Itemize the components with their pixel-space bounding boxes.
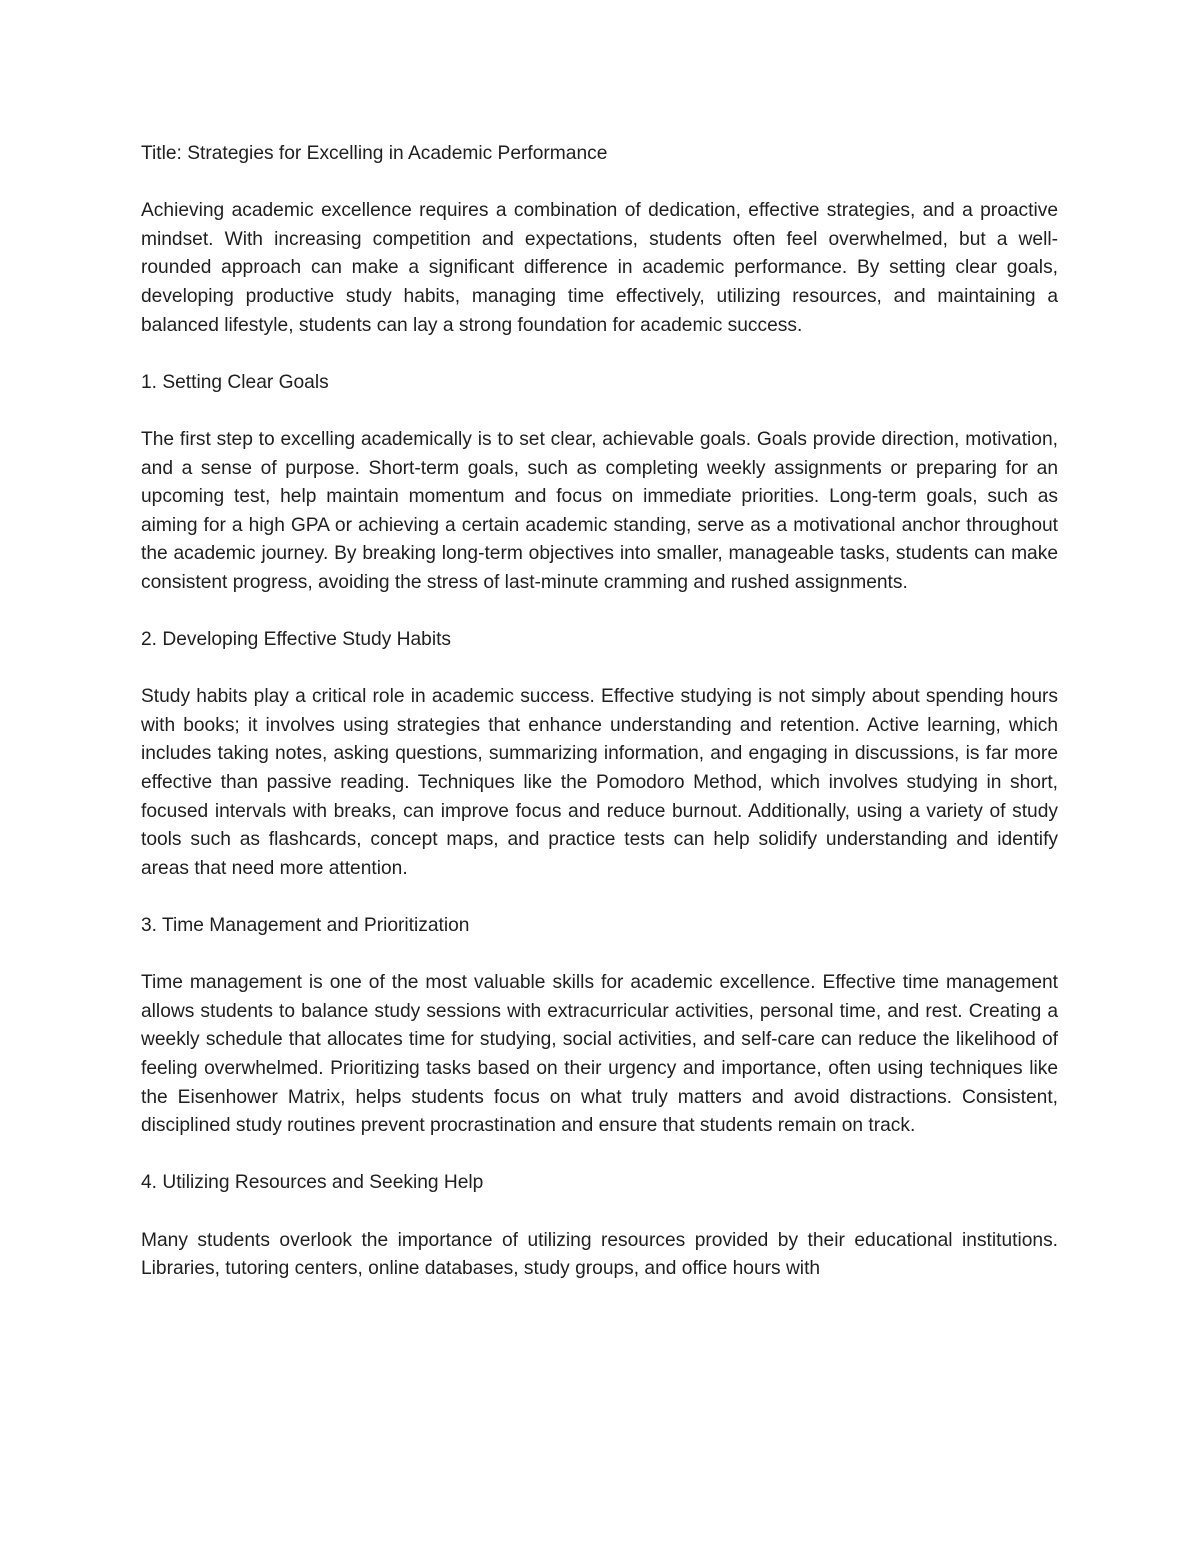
document-title: Title: Strategies for Excelling in Academic Performance: [141, 143, 608, 164]
section-heading-study-habits: 2. Developing Effective Study Habits: [141, 629, 452, 651]
document-body: [141, 140, 1058, 1312]
section-body-resources: Many students overlook the importance of utilizing resources provided by their educational institutions. Libraries, tutoring centers, online databases, study groups, and office hours with: [141, 1229, 1058, 1280]
section-body-study-habits: Study habits play a critical role in academic success. Effective studying is not simply about spending hours with books; it involves using strategies that enhance understanding and retention. Active learning, which includes taking notes, asking questions, summarizing information, and engaging in discussions, is far more effective than passive reading. Techniques like the Pomodoro Method, which involves studying in short, focused intervals with breaks, can improve focus and reduce burnout. Additionally, using a variety of study tools such as flashcards, concept maps, and practice tests can help solidify understanding and identify areas that need more attention.: [141, 686, 1058, 879]
section-body-goals: The first step to excelling academically is to set clear, achievable goals. Goals provide direction, motivation, and a sense of purpose. Short-term goals, such as completing weekly assignments or preparing for an upcoming test, help maintain momentum and focus on immediate priorities. Long-term goals, such as aiming for a high GPA or achieving a certain academic standing, serve as a motivational anchor throughout the academic journey. By breaking long-term objectives into smaller, manageable tasks, students can make consistent progress, avoiding the stress of last-minute cramming and rushed assignments.: [141, 428, 1058, 593]
section-heading-goals: 1. Setting Clear Goals: [141, 371, 329, 393]
section-heading-resources: 4. Utilizing Resources and Seeking Help: [141, 1172, 484, 1194]
section-heading-time-management: 3. Time Management and Prioritization: [141, 915, 470, 937]
intro-paragraph: Achieving academic excellence requires a combination of dedication, effective strategies, and a proactive mindset. With increasing competition and expectations, students often feel overwhelmed, but a well-rounded approach can make a significant difference in academic performance. By setting clear goals, developing productive study habits, managing time effectively, utilizing resources, and maintaining a balanced lifestyle, students can lay a strong foundation for academic success.: [141, 200, 1058, 336]
section-body-time-management: Time management is one of the most valuable skills for academic excellence. Effective time management allows students to balance study sessions with extracurricular activities, personal time, and rest. Creating a weekly schedule that allocates time for studying, social activities, and self-care can reduce the likelihood of feeling overwhelmed. Prioritizing tasks based on their urgency and importance, often using techniques like the Eisenhower Matrix, helps students focus on what truly matters and avoid distractions. Consistent, disciplined study routines prevent procrastination and ensure that students remain on track.: [141, 972, 1058, 1137]
